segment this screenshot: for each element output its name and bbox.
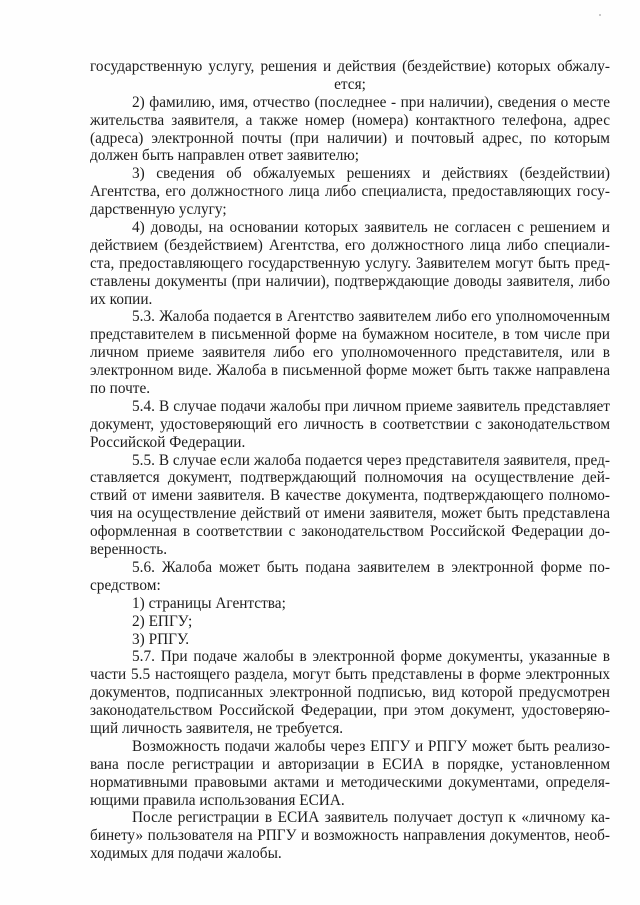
text-line: Возможность подачи жалобы через ЕПГУ и РПГУ может быть реализо-: [132, 737, 610, 755]
text-line: (адреса) электронной почты (при наличии) и почтовый адрес, по которым: [90, 129, 610, 147]
text-line: Агентства, его должностного лица либо специалиста, предоставляющих госу-: [90, 183, 610, 201]
scan-speck: [599, 14, 601, 16]
text-line: представителем в письменной форме на бумажном носителе, в том числе при: [90, 326, 610, 344]
text-line: должен быть направлен ответ заявителю;: [90, 147, 360, 165]
text-line: вана после регистрации и авторизации в ЕСИА в порядке, установленном: [90, 755, 610, 773]
text-line: действием (бездействием) Агентства, его должностного лица либо специали-: [90, 236, 610, 254]
text-line: документов, подписанных электронной подписью, вид которой предусмотрен: [90, 684, 610, 702]
text-line: средством:: [90, 576, 161, 594]
text-line: 2) ЕПГУ;: [132, 612, 193, 630]
text-line: государственную услугу, решения и действия (бездействие) которых обжалу-: [90, 58, 610, 75]
text-line: жительства заявителя, а также номер (номера) контактного телефона, адрес: [90, 111, 610, 129]
text-line: 5.6. Жалоба может быть подана заявителем в электронной форме по-: [132, 558, 610, 576]
text-line: 4) доводы, на основании которых заявитель не согласен с решением и: [132, 219, 610, 237]
text-line: по почте.: [90, 380, 151, 398]
text-line: ста, предоставляющего государственную услугу. Заявителем могут быть пред-: [90, 254, 610, 272]
text-line: 3) сведения об обжалуемых решениях и действиях (бездействии): [132, 165, 610, 183]
text-line: ется;: [334, 75, 366, 93]
text-line: ставляется документ, подтверждающий полномочия на осуществление дей-: [90, 469, 610, 487]
text-line: части 5.5 настоящего раздела, могут быть представлены в форме электронных: [90, 666, 610, 684]
text-line: бинету» пользователя на РПГУ и возможность направления документов, необ-: [90, 827, 610, 845]
text-line: ствий от имени заявителя. В качестве документа, подтверждающего полномо-: [90, 487, 610, 505]
text-line: веренность.: [90, 541, 168, 559]
text-line: 5.7. При подаче жалобы в электронной форме документы, указанные в: [132, 648, 610, 666]
text-line: электронном виде. Жалоба в письменной форме может быть также направлена: [90, 362, 610, 380]
text-line: После регистрации в ЕСИА заявитель получает доступ к «личному ка-: [132, 809, 610, 827]
text-line: дарственную услугу;: [90, 201, 227, 219]
text-line: 5.4. В случае подачи жалобы при личном приеме заявитель представляет: [132, 397, 610, 415]
text-line: 1) страницы Агентства;: [132, 594, 286, 612]
text-line: 5.3. Жалоба подается в Агентство заявителем либо его уполномоченным: [132, 308, 610, 326]
text-line: ставлены документы (при наличии), подтверждающие доводы заявителя, либо: [90, 272, 610, 290]
text-line: законодательством Российской Федерации, при этом документ, удостоверяю-: [90, 702, 610, 720]
text-line: Российской Федерации.: [90, 433, 246, 451]
document-body-text: [90, 58, 610, 863]
text-line: 3) РПГУ.: [132, 630, 190, 648]
text-line: документ, удостоверяющий его личность в соответствии с законодательством: [90, 415, 610, 433]
text-line: ходимых для подачи жалобы.: [90, 845, 282, 863]
text-line: их копии.: [90, 290, 153, 308]
text-line: нормативными правовыми актами и методическими документами, определя-: [90, 773, 610, 791]
text-line: щий личность заявителя, не требуется.: [90, 719, 344, 737]
text-line: оформленная в соответствии с законодательством Российской Федерации до-: [90, 523, 610, 541]
text-line: ющими правила использования ЕСИА.: [90, 791, 345, 809]
text-line: 2) фамилию, имя, отчество (последнее - при наличии), сведения о месте: [132, 93, 610, 111]
text-line: чия на осуществление действий от имени заявителя, может быть представлена: [90, 505, 610, 523]
text-line: 5.5. В случае если жалоба подается через представителя заявителя, пред-: [132, 451, 610, 469]
text-line: личном приеме заявителя либо его уполномоченного представителя, или в: [90, 344, 610, 362]
